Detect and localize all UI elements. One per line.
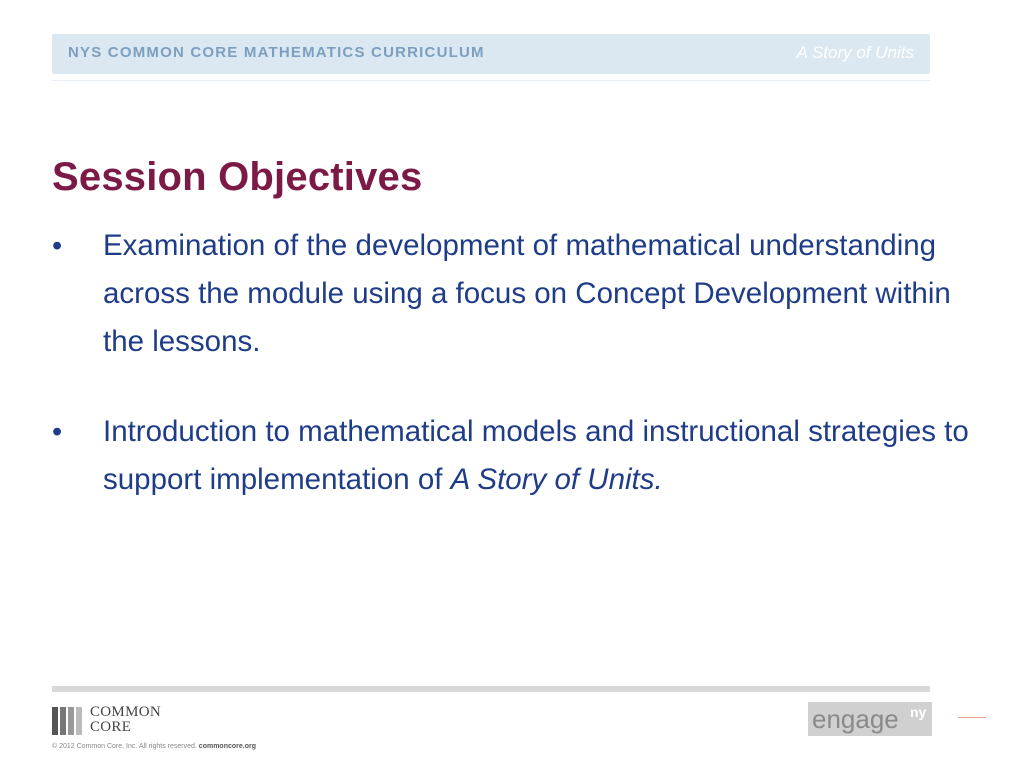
site-link[interactable]: commoncore.org: [198, 743, 256, 750]
footer-divider: [52, 686, 930, 692]
common-core-wordmark: COMMON CORE: [90, 704, 161, 735]
objective-item: [52, 408, 982, 504]
story-label: A Story of Units: [796, 43, 914, 62]
ny-superscript: ny: [910, 704, 927, 720]
engage-wordmark: engage: [812, 704, 899, 734]
copyright-notice: [52, 743, 256, 750]
bullet-icon: •: [52, 230, 63, 262]
header-divider: [52, 80, 930, 81]
common-core-bars-icon: [52, 707, 84, 735]
slide-title: Session Objectives: [52, 154, 423, 199]
copyright-text: © 2012 Common Core, Inc. All rights reserved.: [52, 743, 197, 750]
objective-text: Introduction to mathematical models and instructional strategies to support implementation of: [103, 415, 969, 496]
objective-italic-text: A Story of Units.: [450, 463, 663, 496]
objective-item: [52, 222, 982, 366]
common-core-logo: [52, 705, 192, 737]
curriculum-title: NYS COMMON CORE MATHEMATICS CURRICULUM: [68, 44, 485, 61]
bullet-icon: •: [52, 416, 63, 448]
objectives-list: [52, 222, 982, 546]
objective-text: Examination of the development of mathematical understanding across the module using a focus on Concept Development within the lessons.: [103, 229, 951, 358]
decorative-line: [958, 717, 986, 718]
header-band: [52, 34, 930, 74]
engageny-logo: [808, 702, 932, 736]
